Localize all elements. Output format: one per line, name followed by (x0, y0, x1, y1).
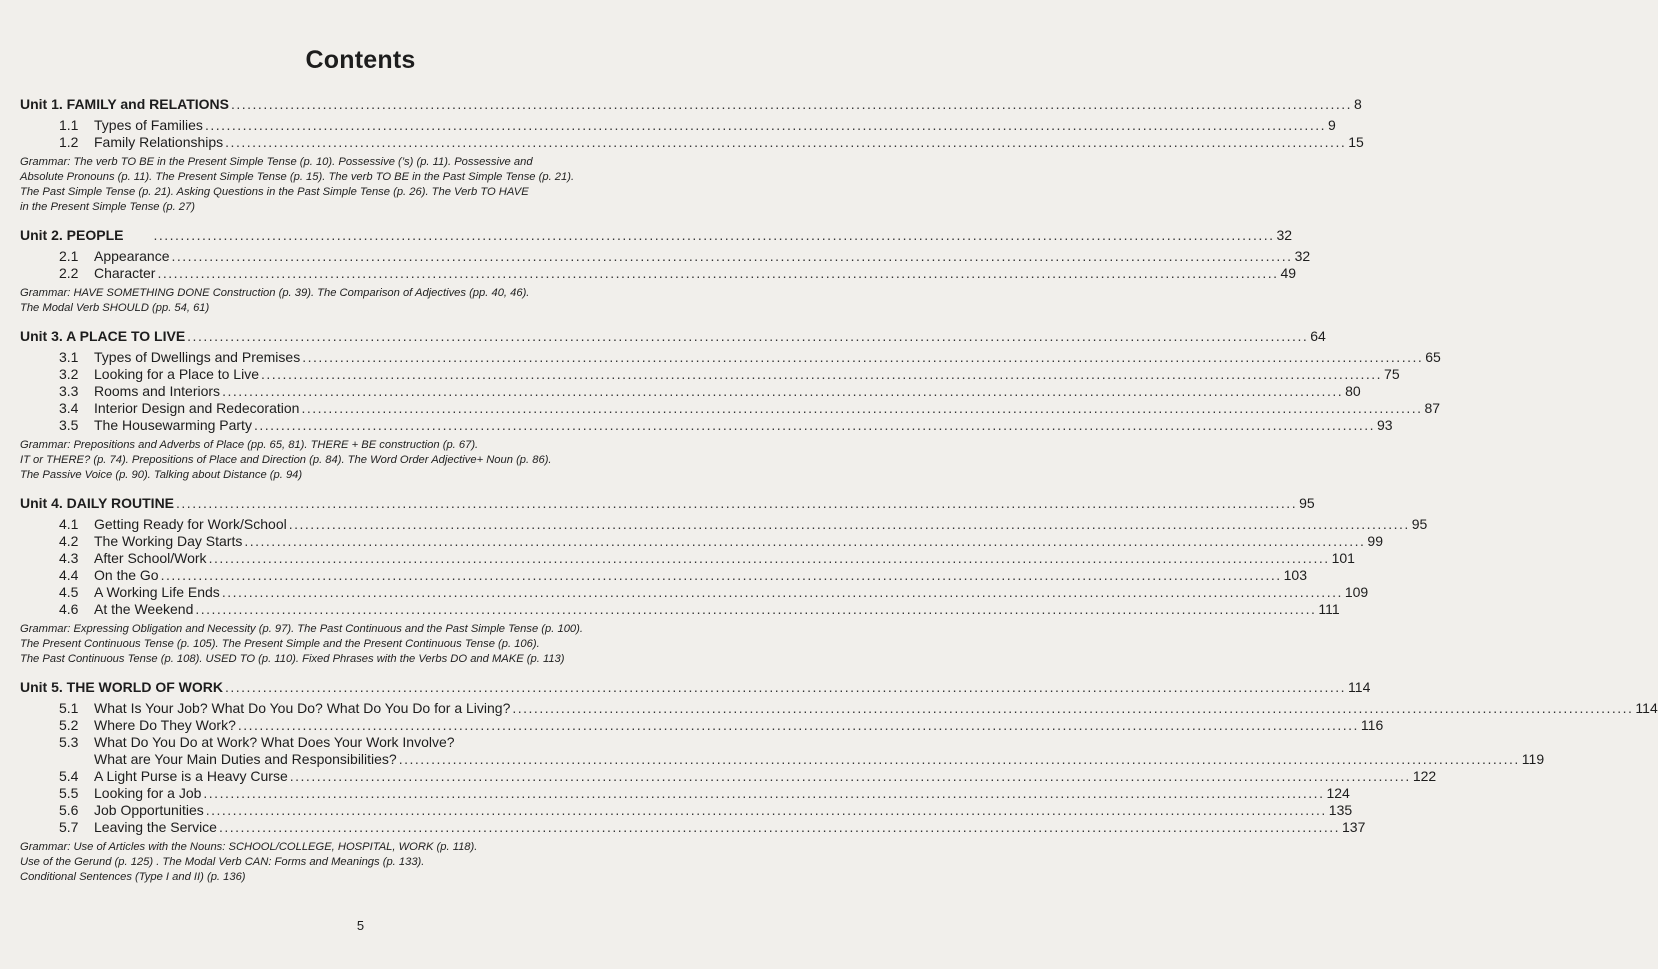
entry-title: Interior Design and Redecoration (94, 400, 300, 416)
entry-page: 32 (1294, 248, 1311, 264)
entry-number: 2.2 (59, 265, 79, 281)
entry-title: Rooms and Interiors (94, 383, 221, 399)
entry-number: 3.3 (59, 383, 79, 399)
dot-leader (254, 417, 1375, 434)
unit-page: 32 (1276, 227, 1293, 243)
grammar-line: in the Present Simple Tense (p. 27) (20, 201, 195, 213)
dot-leader (205, 117, 1326, 134)
toc-entry (20, 117, 1336, 134)
dot-leader (206, 802, 1327, 819)
entry-line (94, 751, 1544, 768)
unit-heading (20, 679, 1371, 696)
toc-entry (20, 700, 1658, 717)
entry-page: 101 (1331, 550, 1355, 566)
toc-entry (20, 533, 1383, 550)
dot-leader (244, 533, 1365, 550)
toc-entry (20, 584, 1369, 601)
entry-page: 122 (1412, 768, 1437, 784)
entry-title: Looking for a Place to Live (94, 366, 259, 382)
entry-number: 3.2 (59, 366, 79, 382)
dot-leader (238, 717, 1359, 734)
unit-page: 64 (1310, 328, 1326, 344)
unit-heading (20, 328, 1326, 345)
grammar-line: Grammar: Prepositions and Adverbs of Place (pp. 65, 81). THERE + BE construction (p. 67). (20, 439, 479, 451)
entry-page: 109 (1344, 584, 1369, 600)
entry-title: Leaving the Service (94, 819, 217, 835)
unit-2 (20, 227, 1311, 316)
entry-page: 103 (1283, 567, 1307, 583)
entry-page: 116 (1360, 717, 1384, 733)
entry-number: 2.1 (59, 248, 79, 264)
dot-leader (301, 400, 1422, 417)
grammar-line: IT or THERE? (p. 74). Prepositions of Place and Direction (p. 84). The Word Order Adjective+ Noun (p. 86). (20, 454, 552, 466)
entry-page: 114 (1635, 700, 1658, 716)
unit-heading (20, 227, 1293, 244)
entry-number: 4.5 (59, 584, 79, 600)
entry-page: 119 (1521, 751, 1545, 767)
entry-page: 124 (1326, 785, 1350, 801)
entry-number: 3.5 (59, 417, 79, 433)
entry-title: Character (94, 265, 156, 281)
page-title: Contents (305, 46, 416, 74)
grammar-line: Grammar: The verb TO BE in the Present Simple Tense (p. 10). Possessive (’s) (p. 11). Possessive and (20, 156, 533, 168)
toc-entry (20, 383, 1361, 400)
entry-title: Family Relationships (94, 134, 224, 150)
dot-leader (161, 567, 1282, 584)
entry-number: 5.1 (59, 700, 79, 716)
entry-title: Where Do They Work? (94, 717, 236, 733)
toc-entry (20, 601, 1340, 618)
unit-page: 8 (1354, 96, 1362, 112)
dot-leader (157, 265, 1278, 282)
unit-heading (20, 96, 1362, 113)
grammar-line: The Modal Verb SHOULD (pp. 54, 61) (20, 302, 210, 314)
entry-page: 93 (1377, 417, 1393, 433)
entry-title: Getting Ready for Work/School (94, 516, 287, 532)
dot-leader (399, 751, 1520, 768)
toc-entry (20, 400, 1441, 417)
table-of-contents (20, 96, 1658, 897)
toc-entry (20, 417, 1393, 434)
entry-number: 1.1 (59, 117, 79, 133)
unit-heading (20, 495, 1315, 512)
entry-page: 111 (1318, 601, 1340, 617)
entry-title: At the Weekend (94, 601, 194, 617)
entry-number: 5.3 (59, 734, 79, 750)
entry-title: Types of Families (94, 117, 203, 133)
toc-entry (20, 785, 1350, 802)
entry-title: Looking for a Job (94, 785, 202, 801)
entry-page: 65 (1425, 349, 1441, 365)
toc-entry (20, 717, 1384, 734)
entry-title: The Housewarming Party (94, 417, 252, 433)
unit-4 (20, 495, 1428, 667)
entry-title: The Working Day Starts (94, 533, 243, 549)
grammar-line: Conditional Sentences (Type I and II) (p. 136) (20, 871, 246, 883)
grammar-line: Use of the Gerund (p. 125) . The Modal Verb CAN: Forms and Meanings (p. 133). (20, 856, 425, 868)
entry-number: 1.2 (59, 134, 79, 150)
entry-page: 99 (1367, 533, 1383, 549)
entry-number: 5.7 (59, 819, 79, 835)
unit-page: 95 (1299, 495, 1315, 511)
grammar-line: Grammar: Use of Articles with the Nouns: SCHOOL/COLLEGE, HOSPITAL, WORK (p. 118). (20, 841, 478, 853)
unit-label: Unit 3. A PLACE TO LIVE (20, 328, 186, 344)
grammar-note (20, 286, 680, 316)
unit-1 (20, 96, 1364, 215)
entry-number: 4.4 (59, 567, 79, 583)
entry-number: 5.6 (59, 802, 79, 818)
entry-page: 95 (1411, 516, 1428, 532)
toc-entry (20, 550, 1355, 567)
entry-page: 135 (1328, 802, 1353, 818)
dot-leader (153, 227, 1274, 244)
entry-body (94, 734, 1544, 768)
entry-page: 80 (1345, 383, 1361, 399)
dot-leader (203, 785, 1324, 802)
grammar-line: Grammar: Expressing Obligation and Necessity (p. 97). The Past Continuous and the Past Simple Tense (p. 100). (20, 623, 583, 635)
entry-page: 49 (1280, 265, 1297, 281)
dot-leader (195, 601, 1316, 618)
toc-entry (20, 366, 1400, 383)
entry-number: 5.2 (59, 717, 79, 733)
entry-line (94, 734, 1544, 751)
dot-leader (302, 349, 1423, 366)
unit-3 (20, 328, 1441, 483)
grammar-note (20, 840, 680, 885)
toc-entry (20, 734, 1545, 768)
dot-leader (222, 383, 1343, 400)
dot-leader (176, 495, 1297, 512)
entry-page: 75 (1384, 366, 1400, 382)
entry-title-continued: What are Your Main Duties and Responsibilities? (94, 751, 397, 767)
entry-title: A Working Life Ends (94, 584, 220, 600)
entry-number: 5.5 (59, 785, 79, 801)
toc-entry (20, 248, 1311, 265)
entry-number: 4.6 (59, 601, 79, 617)
unit-label: Unit 2. PEOPLE (20, 227, 124, 243)
entry-number: 4.2 (59, 533, 79, 549)
grammar-note (20, 622, 680, 667)
entry-title: Job Opportunities (94, 802, 204, 818)
dot-leader (225, 134, 1346, 151)
unit-label: Unit 1. FAMILY and RELATIONS (20, 96, 229, 112)
toc-entry (20, 819, 1366, 836)
entry-number: 4.3 (59, 550, 79, 566)
unit-label: Unit 4. DAILY ROUTINE (20, 495, 175, 511)
entry-title: What Do You Do at Work? What Does Your Work Involve? (94, 734, 455, 750)
page-number: 5 (356, 918, 365, 933)
toc-entry (20, 768, 1437, 785)
dot-leader (172, 248, 1293, 265)
entry-number: 3.4 (59, 400, 79, 416)
unit-5 (20, 679, 1658, 885)
entry-title: After School/Work (94, 550, 207, 566)
entry-number: 5.4 (59, 768, 79, 784)
dot-leader (261, 366, 1382, 383)
toc-entry (20, 567, 1307, 584)
dot-leader (187, 328, 1308, 345)
entry-number: 4.1 (59, 516, 79, 532)
entry-title: Types of Dwellings and Premises (94, 349, 301, 365)
dot-leader (289, 516, 1410, 533)
toc-entry (20, 265, 1297, 282)
dot-leader (219, 819, 1340, 836)
grammar-line: Grammar: HAVE SOMETHING DONE Construction (p. 39). The Comparison of Adjectives (pp. 40, 46). (20, 287, 530, 299)
grammar-note (20, 155, 680, 215)
entry-title: What Is Your Job? What Do You Do? What Do You Do for a Living? (94, 700, 511, 716)
unit-label: Unit 5. THE WORLD OF WORK (20, 679, 223, 695)
dot-leader (222, 584, 1343, 601)
toc-entry (20, 516, 1428, 533)
entry-title: Appearance (94, 248, 170, 264)
toc-entry (20, 802, 1353, 819)
toc-entry (20, 134, 1364, 151)
entry-title: On the Go (94, 567, 159, 583)
entry-number: 3.1 (59, 349, 79, 365)
unit-page: 114 (1348, 679, 1371, 695)
dot-leader (209, 550, 1330, 567)
grammar-line: The Passive Voice (p. 90). Talking about Distance (p. 94) (20, 469, 303, 481)
grammar-line: Absolute Pronouns (p. 11). The Present Simple Tense (p. 15). The verb TO BE in the Past Simple Tense (p. 21). (20, 171, 575, 183)
grammar-line: The Past Simple Tense (p. 21). Asking Questions in the Past Simple Tense (p. 26). The Verb TO HAVE (20, 186, 529, 198)
dot-leader (225, 679, 1346, 696)
entry-page: 9 (1327, 117, 1336, 133)
grammar-line: The Past Continuous Tense (p. 108). USED TO (p. 110). Fixed Phrases with the Verbs DO and MAKE (p. 113) (20, 653, 565, 665)
dot-leader (290, 768, 1411, 785)
dot-leader (231, 96, 1352, 113)
entry-title: A Light Purse is a Heavy Curse (94, 768, 288, 784)
entry-page: 87 (1424, 400, 1441, 416)
entry-page: 137 (1342, 819, 1366, 835)
entry-page: 15 (1348, 134, 1364, 150)
grammar-note (20, 438, 680, 483)
grammar-line: The Present Continuous Tense (p. 105). The Present Simple and the Present Continuous Tense (p. 106). (20, 638, 540, 650)
dot-leader (512, 700, 1633, 717)
toc-entry (20, 349, 1441, 366)
